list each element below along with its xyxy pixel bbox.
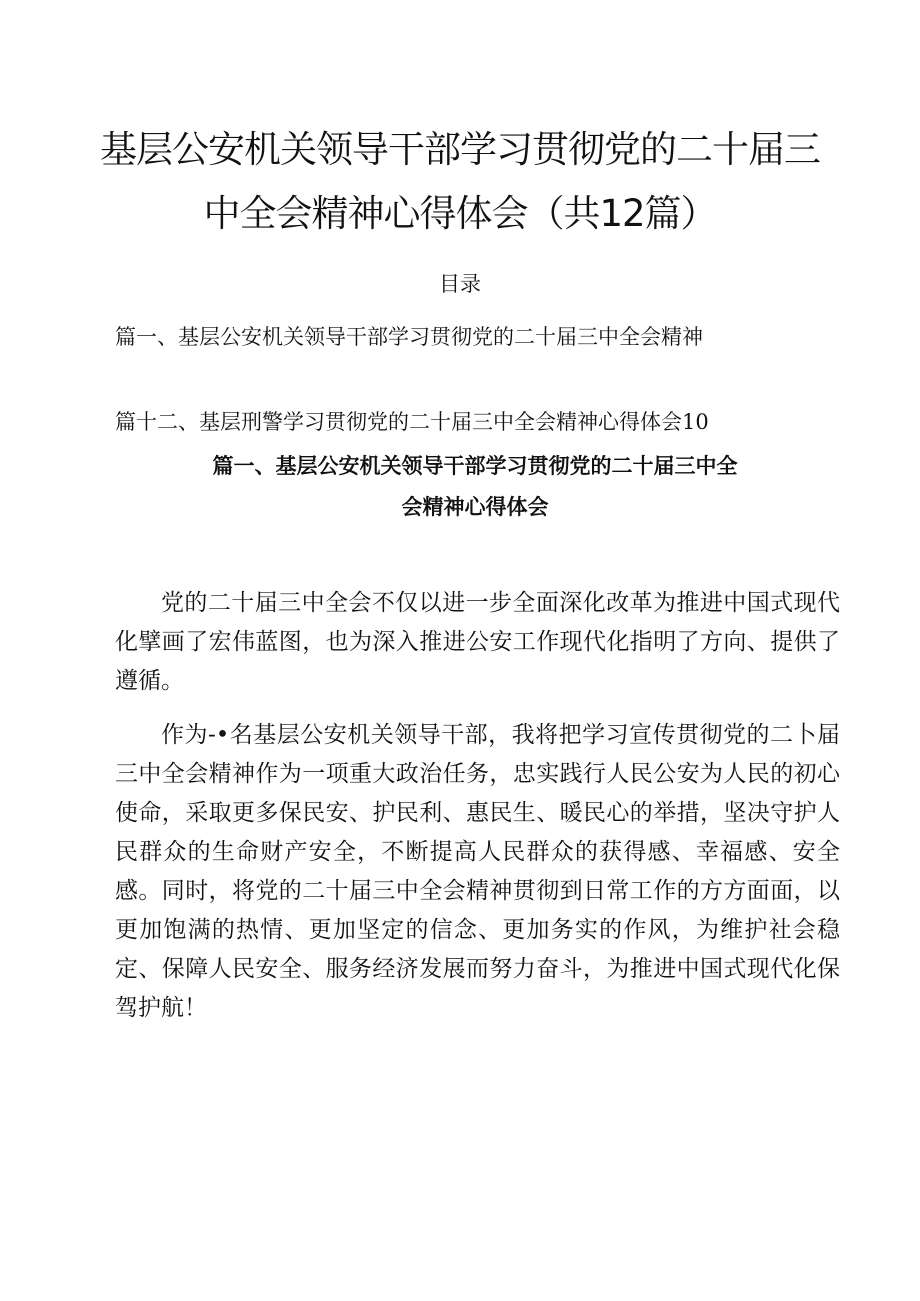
section-heading-line-2: 会精神心得体会	[401, 495, 549, 519]
toc-item: 篇十二、基层刑警学习贯彻党的二十届三中全会精神心得体会10	[115, 410, 709, 434]
toc-heading: 目录	[439, 272, 481, 296]
toc-item: 篇一、基层公安机关领导干部学习贯彻党的二十届三中全会精神	[115, 325, 703, 349]
document-title-line-1: 基层公安机关领导干部学习贯彻党的二十届三	[100, 128, 820, 171]
document-title-line-2: 中全会精神心得体会（共12篇）	[203, 192, 717, 235]
section-heading-line-1: 篇一、基层公安机关领导干部学习贯彻党的二十届三中全	[212, 454, 738, 478]
body-paragraph: 作为-•名基层公安机关领导干部，我将把学习宣传贯彻党的二卜届三中全会精神作为一项重大政治任务，忠实践行人民公安为人民的初心使命，采取更多保民安、护民利、惠民生、暖民心的举措，坚决守护人民群众的生命财产安全，不断提高人民群众的获得感、幸福感、安全感。同时，将党的二十届三中全会精神贯彻到日常工作的方方面面，以更加饱满的热情、更加坚定的信念、更加务实的作风，为维护社会稳定、保障人民安全、服务经济发展而努力奋斗，为推进中国式现代化保驾护航！	[115, 722, 840, 1021]
body-paragraph: 党的二十届三中全会不仅以进一步全面深化改革为推进中国式现代化擘画了宏伟蓝图，也为深入推进公安工作现代化指明了方向、提供了遵循。	[115, 590, 840, 694]
